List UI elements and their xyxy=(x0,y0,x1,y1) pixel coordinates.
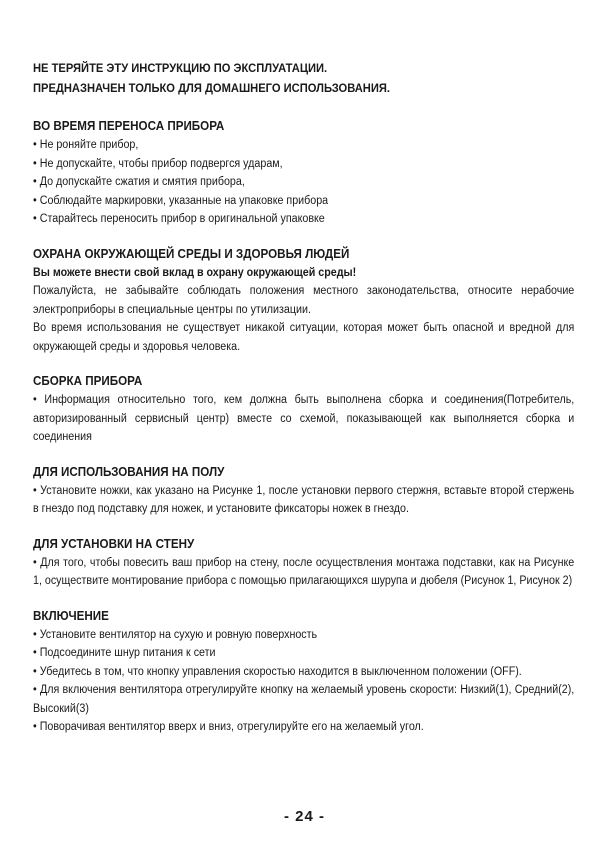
section-assembly xyxy=(33,371,574,447)
list-item: • Для включения вентилятора отрегулируйте кнопку на желаемый уровень скорости: Низкий(1), Средний(2), Высокий(3) xyxy=(33,684,575,715)
section-title: СБОРКА ПРИБОРА xyxy=(33,374,143,388)
section-title: ДЛЯ ИСПОЛЬЗОВАНИЯ НА ПОЛУ xyxy=(33,464,225,479)
header-warning-line: НЕ ТЕРЯЙТЕ ЭТУ ИНСТРУКЦИЮ ПО ЭКСПЛУАТАЦИИ. xyxy=(33,61,328,75)
list-item: • До допускайте сжатия и смятия прибора, xyxy=(33,176,245,188)
section-wall xyxy=(33,534,574,591)
section-title: ДЛЯ УСТАНОВКИ НА СТЕНУ xyxy=(33,536,195,551)
section-floor xyxy=(33,462,574,519)
list-item: • Подсоедините шнур питания к сети xyxy=(33,647,216,659)
section-title: ОХРАНА ОКРУЖАЮЩЕЙ СРЕДЫ И ЗДОРОВЬЯ ЛЮДЕЙ xyxy=(33,246,350,261)
page-header xyxy=(33,58,574,98)
paragraph: Во время использования не существует никакой ситуации, которая может быть опасной и вредной для окружающей среды и здоровья человека. xyxy=(33,322,575,353)
list-item: • Поворачивая вентилятор вверх и вниз, отрегулируйте его на желаемый угол. xyxy=(33,721,424,733)
paragraph: • Установите ножки, как указано на Рисунке 1, после установки первого стержня, вставьте второй стержень в гнездо под подставку для ножек, и установите фиксаторы ножек в гнездо. xyxy=(33,484,575,515)
list-item: • Старайтесь переносить прибор в оригинальной упаковке xyxy=(33,213,325,225)
list-item: • Убедитесь в том, что кнопку управления скоростью находится в выключенном положении (OFF). xyxy=(33,665,522,678)
section-transport xyxy=(33,116,574,229)
paragraph: • Информация относительно того, кем должна быть выполнена сборка и соединения(Потребитель, авторизированный сервисный центр) вместе со схемой, показывающей как выполняется сборка и соединения xyxy=(33,394,575,443)
list-item: • Соблюдайте маркировки, указанные на упаковке прибора xyxy=(33,194,329,207)
paragraph: • Для того, чтобы повесить ваш прибор на стену, после осуществления монтажа подставки, как на Рисунке 1, осуществите монтирование прибора с помощью прилагающихся шурупа и дюбеля (Рисунок 1, Рисунок 2) xyxy=(33,556,575,587)
section-subtitle: Вы можете внести свой вклад в охрану окружающей среды! xyxy=(33,266,357,279)
section-environment xyxy=(33,244,574,357)
paragraph: Пожалуйста, не забывайте соблюдать положения местного законодательства, относите нерабочие электроприборы в специальные центры по утилизации. xyxy=(33,285,575,316)
section-title: ВКЛЮЧЕНИЕ xyxy=(33,608,109,623)
section-power xyxy=(33,606,574,737)
list-item: • Установите вентилятор на сухую и ровную поверхность xyxy=(33,628,318,641)
page-content xyxy=(33,58,574,737)
header-purpose-line: ПРЕДНАЗНАЧЕН ТОЛЬКО ДЛЯ ДОМАШНЕГО ИСПОЛЬЗОВАНИЯ. xyxy=(33,81,391,95)
list-item: • Не допускайте, чтобы прибор подвергся ударам, xyxy=(33,157,283,170)
section-title: ВО ВРЕМЯ ПЕРЕНОСА ПРИБОРА xyxy=(33,119,225,133)
page-number: - 24 - xyxy=(283,808,325,825)
list-item: • Не роняйте прибор, xyxy=(33,139,139,151)
